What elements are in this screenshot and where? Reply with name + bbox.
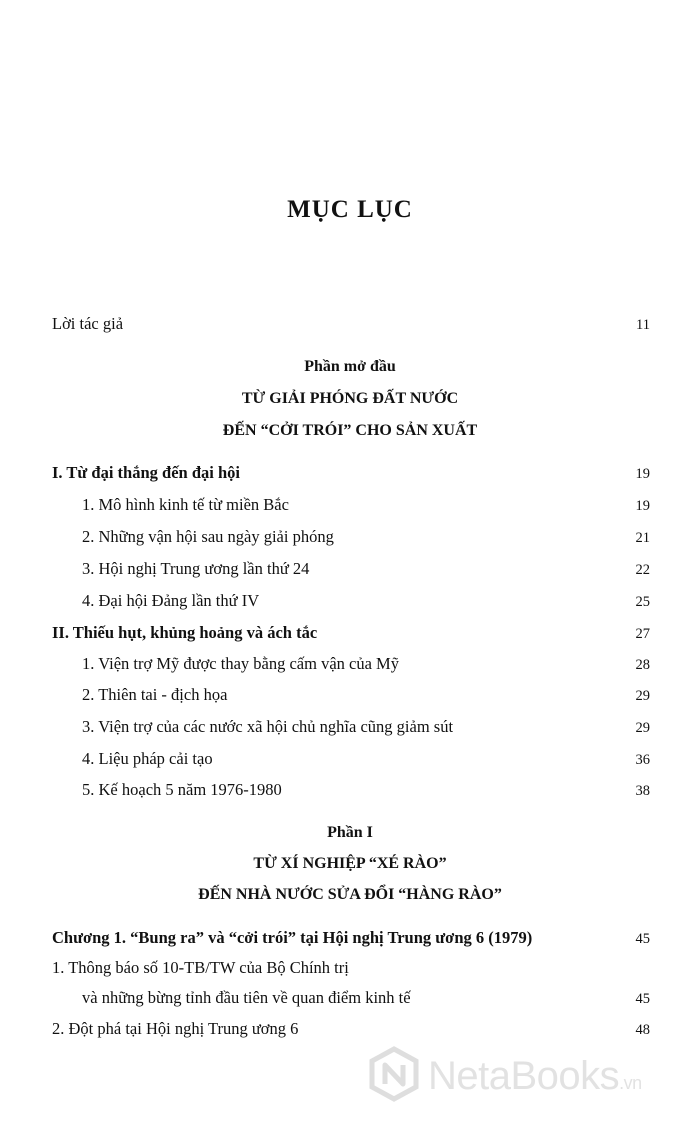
toc-entry-label: I. Từ đại thắng đến đại hội	[52, 463, 240, 482]
toc-entry-label: 1. Viện trợ Mỹ được thay bằng cấm vận của Mỹ	[82, 654, 399, 673]
toc-entry-label: 1. Mô hình kinh tế từ miền Bắc	[82, 495, 289, 514]
toc-section-i[interactable]	[52, 463, 650, 483]
netabooks-logo-icon	[366, 1046, 422, 1107]
toc-entry-label: Chương 1. “Bung ra” và “cởi trói” tại Hội nghị Trung ương 6 (1979)	[52, 928, 533, 947]
toc-page-number: 19	[635, 498, 650, 514]
toc-entry-label: II. Thiếu hụt, khủng hoảng và ách tắc	[52, 623, 318, 642]
toc-entry-chapter1-item1[interactable]	[52, 958, 650, 978]
toc-entry-label: 2. Thiên tai - địch họa	[82, 685, 228, 704]
toc-page-number: 25	[635, 594, 650, 610]
part-heading: Phần I	[327, 824, 373, 841]
toc-page-number: 22	[635, 562, 650, 578]
toc-entry[interactable]	[82, 749, 650, 769]
toc-entry[interactable]	[82, 654, 650, 674]
toc-entry-intro[interactable]	[52, 314, 650, 334]
toc-page-number: 45	[635, 991, 650, 1007]
toc-page-number: 38	[635, 783, 650, 799]
toc-page-number: 27	[635, 626, 650, 642]
part-heading: Phần mở đầu	[304, 358, 396, 375]
toc-entry-label: 3. Hội nghị Trung ương lần thứ 24	[82, 559, 310, 578]
toc-entry-label: 4. Liệu pháp cải tạo	[82, 749, 213, 768]
toc-entry[interactable]	[82, 591, 650, 611]
toc-entry-label: 3. Viện trợ của các nước xã hội chủ nghĩa cũng giảm sút	[82, 717, 454, 736]
toc-entry[interactable]	[82, 527, 650, 547]
toc-entry[interactable]	[82, 717, 650, 737]
toc-entry-label: Lời tác giả	[52, 314, 124, 333]
toc-entry-label: 2. Đột phá tại Hội nghị Trung ương 6	[52, 1019, 299, 1038]
part-title-line-1: TỪ XÍ NGHIỆP “XÉ RÀO”	[253, 855, 447, 872]
toc-page-number: 36	[635, 752, 650, 768]
toc-page-number: 21	[635, 530, 650, 546]
part-title-line-2: ĐẾN “CỞI TRÓI” CHO SẢN XUẤT	[222, 422, 478, 439]
toc-entry-label: 5. Kế hoạch 5 năm 1976-1980	[82, 780, 282, 799]
part-title-line-2: ĐẾN NHÀ NƯỚC SỬA ĐỔI “HÀNG RÀO”	[198, 886, 502, 903]
toc-entry[interactable]	[82, 780, 650, 800]
toc-entry-label: 2. Những vận hội sau ngày giải phóng	[82, 527, 334, 546]
toc-page-number: 29	[635, 720, 650, 736]
watermark	[366, 1046, 696, 1106]
toc-section-ii[interactable]	[52, 623, 650, 643]
toc-page-number: 29	[635, 688, 650, 704]
toc-entry-label-continued: và những bừng tỉnh đầu tiên về quan điểm kinh tế	[82, 988, 411, 1007]
toc-entry-label: 4. Đại hội Đảng lần thứ IV	[82, 591, 260, 610]
toc-entry[interactable]	[82, 495, 650, 515]
toc-entry-continuation[interactable]	[82, 988, 650, 1008]
page-title: MỤC LỤC	[287, 196, 413, 223]
toc-page-number: 19	[635, 466, 650, 482]
watermark-text: NetaBooks.vn	[428, 1053, 642, 1098]
toc-entry-label: 1. Thông báo số 10-TB/TW của Bộ Chính trị	[52, 958, 349, 977]
toc-page-number: 11	[636, 317, 650, 333]
toc-page-number: 28	[635, 657, 650, 673]
toc-entry[interactable]	[82, 559, 650, 579]
part-title-line-1: TỪ GIẢI PHÓNG ĐẤT NƯỚC	[241, 390, 459, 407]
toc-entry[interactable]	[82, 685, 650, 705]
toc-chapter-1[interactable]	[52, 928, 650, 948]
toc-page-number: 48	[635, 1022, 650, 1038]
toc-entry-chapter1-item2[interactable]	[52, 1019, 650, 1039]
toc-page-number: 45	[635, 931, 650, 947]
